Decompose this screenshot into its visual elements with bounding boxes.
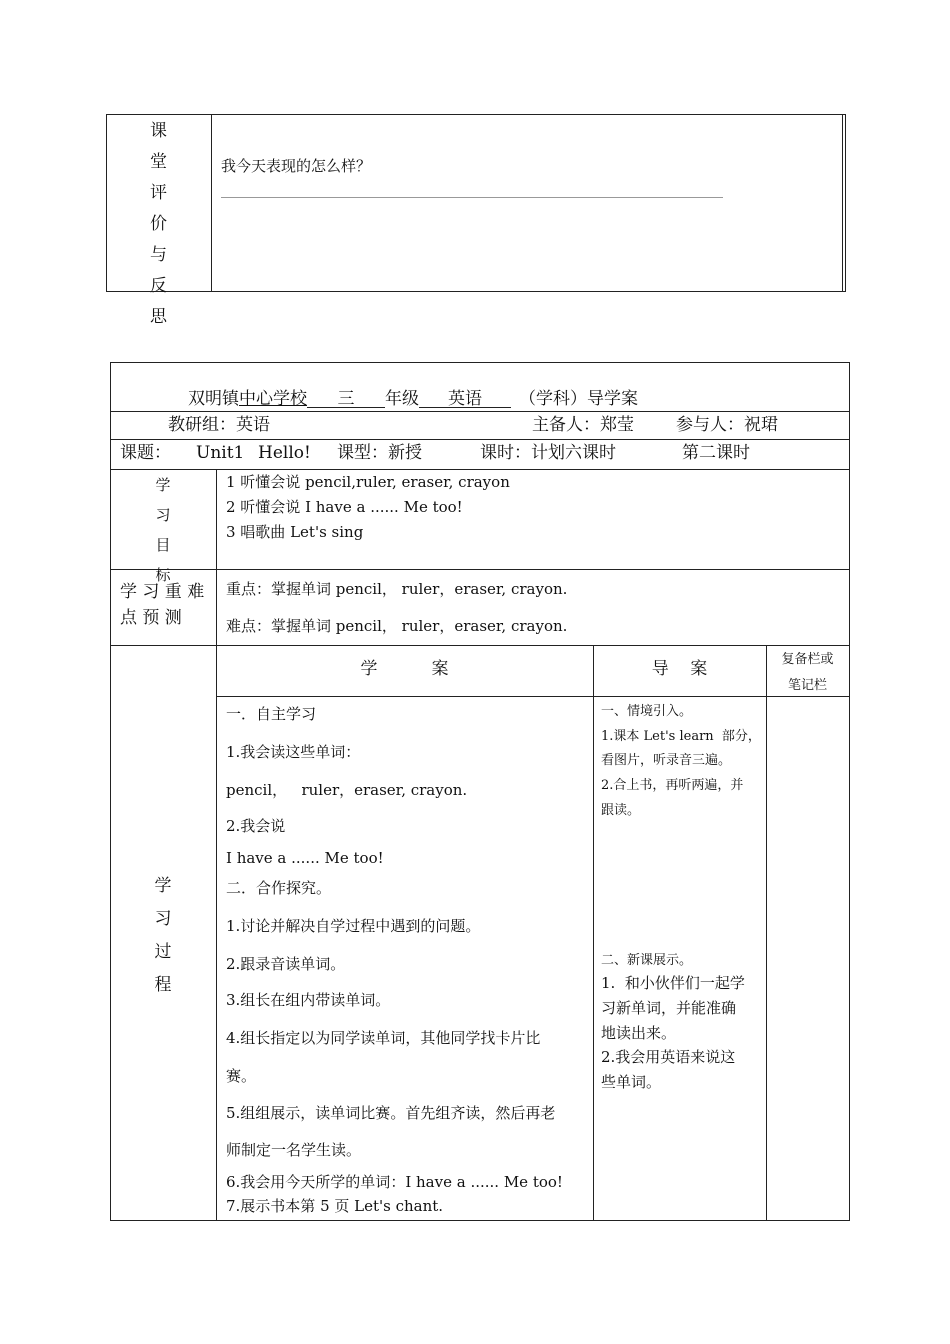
col-border [216,469,217,1221]
group-label: 教研组：英语 [168,415,270,435]
heading-char: 习 [155,506,171,524]
xuean-line: 2.跟录音读单词。 [226,955,346,973]
col-header-notes-line1: 复备栏或 [781,652,834,667]
keypoints-heading-line2: 点 预 测 [120,608,182,628]
heading-char: 价 [150,214,167,234]
preparer-label: 主备人：郑莹 [532,415,634,435]
col-header-notes-line2: 笔记栏 [787,678,827,693]
heading-char: 程 [154,975,172,995]
xuean-line: 二．合作探究。 [226,879,332,897]
xuean-line: 4.组长指定以为同学读单词，其他同学找卡片比 [226,1029,541,1047]
daoan-line: 跟读。 [601,803,641,818]
notes-area[interactable] [767,697,849,1220]
heading-char: 过 [154,942,172,962]
hours-label: 课时：计划六课时 [480,443,616,463]
daoan-line: 看图片，听录音三遍。 [601,753,732,768]
title-subject-field [419,391,511,408]
row-border [110,469,850,470]
col-header-daoan: 导 案 [651,659,708,679]
xuean-line: 1.我会读这些单词： [226,743,361,761]
type-label: 课型：新授 [337,443,422,463]
goals-heading [110,474,216,585]
table-border [106,114,846,115]
current-hour: 第二课时 [682,443,750,463]
row-border [110,645,850,646]
plan-title [188,391,638,408]
xuean-line: I have a ...... Me too! [226,849,384,867]
xuean-line: 5.组组展示，读单词比赛。首先组齐读，然后再老 [226,1104,556,1122]
heading-char: 与 [150,245,167,265]
xuean-line: pencil， ruler，eraser, crayon. [226,781,468,799]
daoan-line: 地读出来。 [601,1024,677,1042]
row-border [110,569,850,570]
difficult-point: 难点：掌握单词 pencil， ruler，eraser, crayon. [226,617,568,635]
unit-value: Unit1 [196,443,245,463]
table-border [842,114,843,292]
keypoints-heading-line1: 学 习 重 难 [120,582,205,602]
table-border [849,362,850,1221]
xuean-line: 7.展示书本第 5 页 Let's chant. [226,1197,444,1215]
goal-item: 3 唱歌曲 Let's sing [226,523,364,541]
reflection-question: 我今天表现的怎么样？ [221,157,372,175]
title-town: 双明镇 [188,389,239,409]
heading-char: 目 [155,536,171,554]
daoan-line: 1.课本 Let's learn 部分， [601,729,761,744]
xuean-line: 3.组长在组内带读单词。 [226,991,391,1009]
daoan-line: 二、新课展示。 [601,953,693,968]
row-border [216,696,850,697]
goal-item: 1 听懂会说 pencil,ruler, eraser, crayon [226,473,510,491]
heading-char: 堂 [150,152,167,172]
title-suffix: （学科）导学案 [519,389,638,409]
topic-label: 课题： [120,443,171,463]
table-border [106,291,846,292]
lesson-value: Hello! [258,443,311,463]
daoan-line: 1. 和小伙伴们一起学 [601,974,745,992]
col-border [593,645,594,1221]
col-header-xuean: 学 案 [360,659,449,679]
heading-char: 思 [150,307,167,327]
answer-line[interactable] [221,197,723,198]
row-border [110,439,850,440]
heading-char: 学 [155,476,171,494]
process-heading [110,871,216,995]
heading-char: 评 [150,183,167,203]
heading-char: 反 [150,276,167,296]
table-border [211,114,212,292]
xuean-line: 一．自主学习 [226,705,317,723]
heading-char: 学 [154,876,172,896]
daoan-line: 习新单词，并能准确 [601,999,737,1017]
xuean-line: 6.我会用今天所学的单词：I have a ...... Me too! [226,1173,563,1191]
daoan-line: 2.我会用英语来说这 [601,1048,736,1066]
goal-item: 2 听懂会说 I have a ...... Me too! [226,498,463,516]
daoan-line: 2.合上书，再听两遍，并 [601,778,744,793]
daoan-line: 些单词。 [601,1073,662,1091]
title-grade-label: 年级 [385,389,419,409]
row-border [110,411,850,412]
heading-char: 标 [155,566,171,584]
heading-char: 课 [150,121,167,141]
xuean-line: 2.我会说 [226,817,286,835]
reflection-heading [106,116,211,327]
title-subject: 英语 [448,389,482,409]
heading-char: 习 [154,909,172,929]
xuean-line: 1.讨论并解决自学过程中遇到的问题。 [226,917,481,935]
title-grade: 三 [337,389,355,409]
title-grade-field [307,391,385,408]
xuean-line: 师制定一名学生读。 [226,1141,362,1159]
xuean-line: 赛。 [226,1067,257,1085]
daoan-line: 一、情境引入。 [601,704,693,719]
key-point: 重点：掌握单词 pencil， ruler，eraser, crayon. [226,580,568,598]
table-border [110,1220,850,1221]
title-school: 中心学校 [239,389,307,409]
table-border [110,362,850,363]
participant-label: 参与人：祝珺 [676,415,778,435]
table-border [845,114,846,292]
